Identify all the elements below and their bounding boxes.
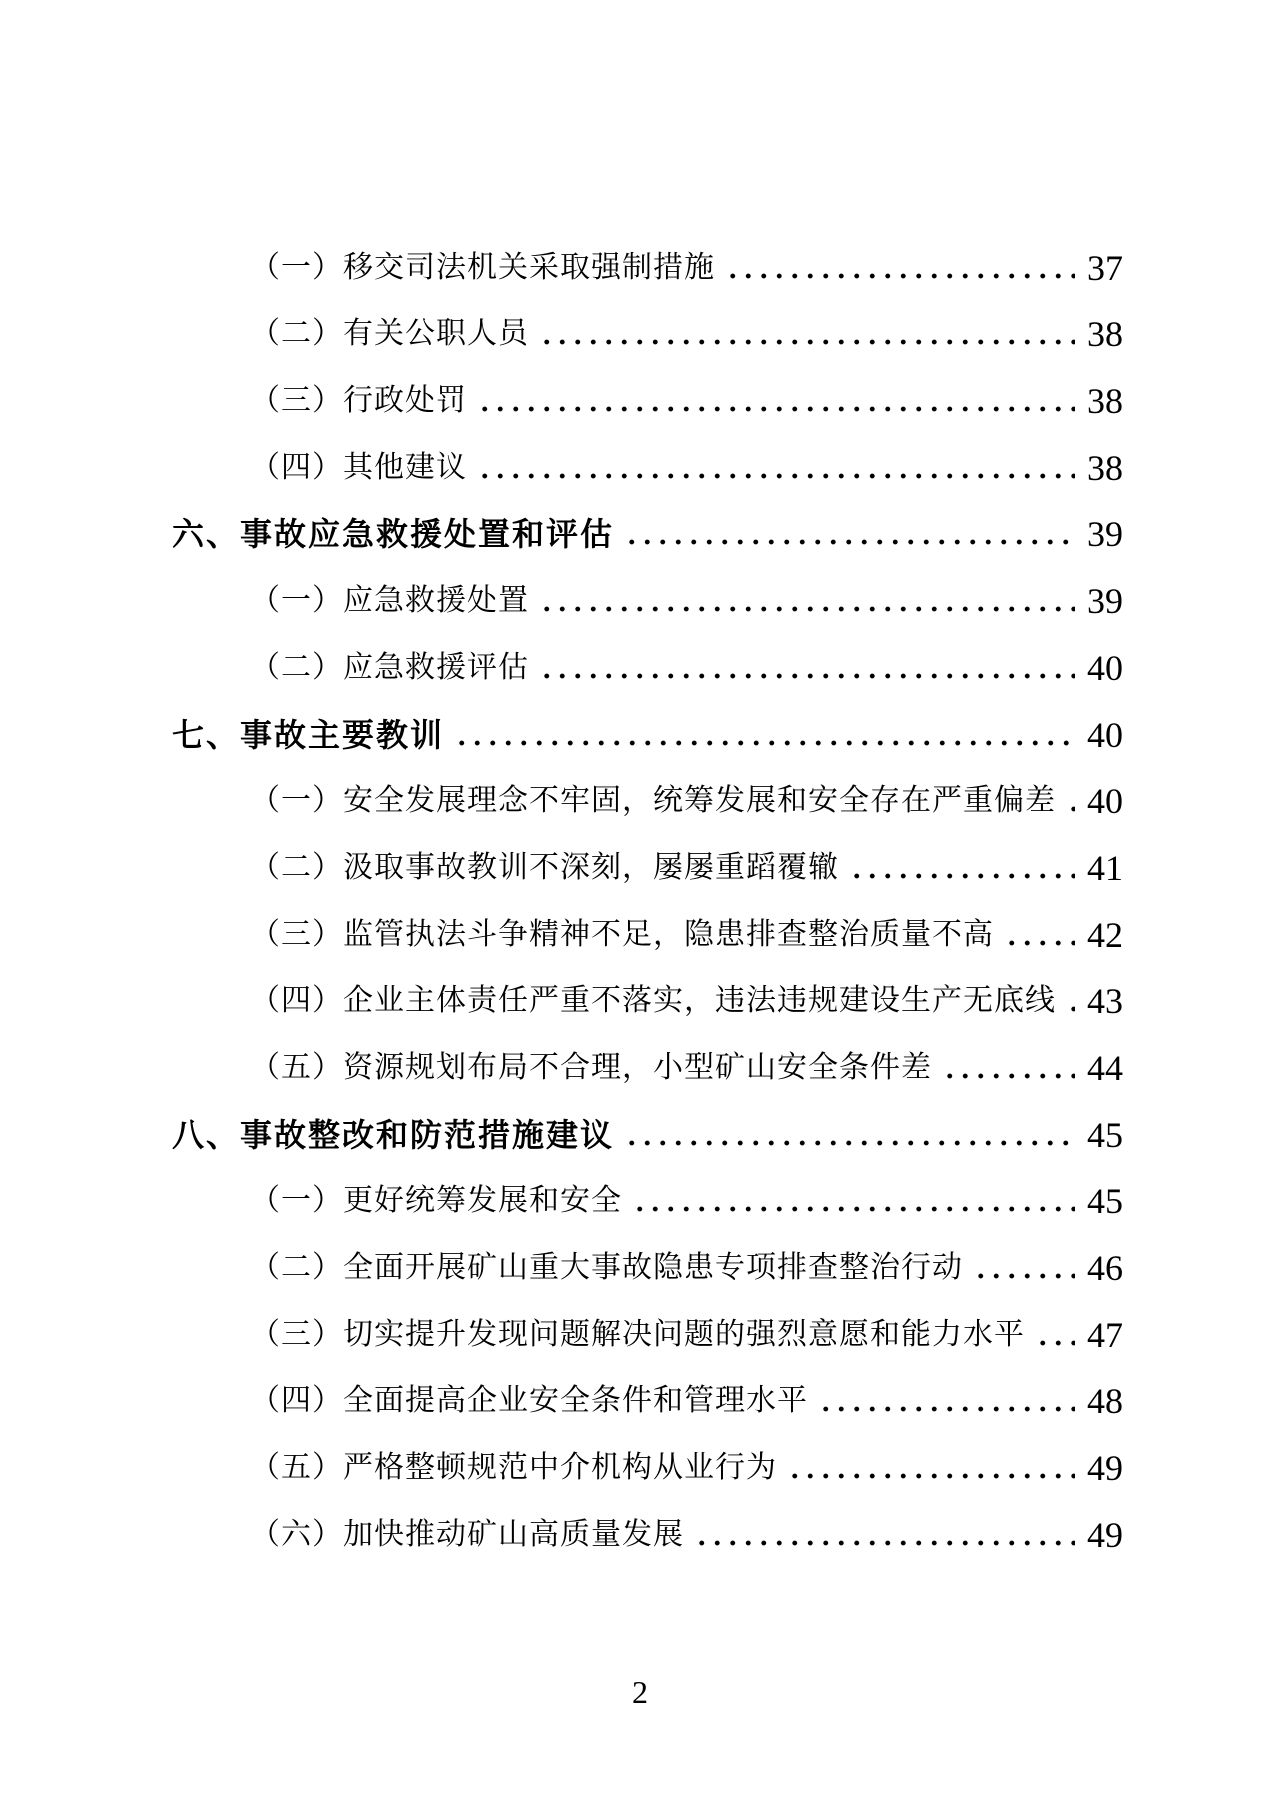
- dot-leader-icon: [725, 273, 1075, 279]
- toc-entry-label: （一）安全发展理念不牢固，统筹发展和安全存在严重偏差: [250, 784, 1056, 818]
- toc-entry-page-number: 49: [1087, 1514, 1123, 1555]
- dot-leader-icon: [1066, 806, 1075, 812]
- toc-entry-page-number: 48: [1087, 1381, 1123, 1422]
- dot-leader-icon: [539, 606, 1075, 612]
- toc-entry[interactable]: [172, 1167, 1123, 1234]
- toc-entry[interactable]: [172, 1300, 1123, 1367]
- dot-leader-icon: [694, 1540, 1075, 1546]
- toc-entry-page-number: 45: [1087, 1181, 1123, 1222]
- toc-entry-page-number: 45: [1087, 1114, 1123, 1155]
- toc-entry-label: （四）企业主体责任严重不落实，违法违规建设生产无底线: [250, 984, 1056, 1018]
- toc-entry-label: （五）严格整顿规范中介机构从业行为: [250, 1451, 777, 1485]
- toc-entry[interactable]: [172, 633, 1123, 700]
- dot-leader-icon: [942, 1073, 1075, 1079]
- toc-entry-page-number: 38: [1087, 314, 1123, 355]
- dot-leader-icon: [849, 873, 1075, 879]
- toc-entry-label: 七、事故主要教训: [172, 716, 445, 753]
- toc-entry-label: （五）资源规划布局不合理，小型矿山安全条件差: [250, 1050, 932, 1084]
- toc-entry[interactable]: [172, 833, 1123, 900]
- page-number: 2: [632, 1674, 648, 1710]
- dot-leader-icon: [454, 740, 1075, 746]
- toc-entry-label: （一）更好统筹发展和安全: [250, 1184, 622, 1218]
- toc-entry-label: （二）汲取事故教训不深刻，屡屡重蹈覆辙: [250, 850, 839, 884]
- dot-leader-icon: [477, 406, 1075, 412]
- dot-leader-icon: [539, 673, 1075, 679]
- dot-leader-icon: [1035, 1340, 1075, 1346]
- toc-entry-page-number: 43: [1087, 981, 1123, 1022]
- toc-list: [172, 233, 1123, 1567]
- toc-entry[interactable]: [172, 233, 1123, 300]
- toc-entry[interactable]: [172, 300, 1123, 367]
- toc-entry-page-number: 47: [1087, 1314, 1123, 1355]
- dot-leader-icon: [1066, 1006, 1075, 1012]
- toc-entry[interactable]: [172, 1100, 1123, 1167]
- toc-entry-label: 八、事故整改和防范措施建议: [172, 1116, 615, 1153]
- toc-entry-page-number: 39: [1087, 514, 1123, 555]
- toc-entry[interactable]: [172, 767, 1123, 834]
- dot-leader-icon: [632, 1206, 1075, 1212]
- toc-entry-page-number: 39: [1087, 581, 1123, 622]
- toc-entry-label: （三）监管执法斗争精神不足，隐患排查整治质量不高: [250, 917, 994, 951]
- toc-entry-page-number: 49: [1087, 1448, 1123, 1489]
- toc-entry[interactable]: [172, 433, 1123, 500]
- dot-leader-icon: [477, 473, 1075, 479]
- toc-entry-page-number: 46: [1087, 1248, 1123, 1288]
- dot-leader-icon: [539, 339, 1075, 345]
- toc-entry[interactable]: [172, 700, 1123, 767]
- toc-entry[interactable]: [172, 1367, 1123, 1434]
- toc-entry[interactable]: [172, 900, 1123, 967]
- toc-entry[interactable]: [172, 967, 1123, 1034]
- toc-entry[interactable]: [172, 366, 1123, 433]
- toc-entry[interactable]: [172, 1433, 1123, 1500]
- toc-entry[interactable]: [172, 1500, 1123, 1567]
- toc-entry-label: （六）加快推动矿山高质量发展: [250, 1517, 684, 1551]
- dot-leader-icon: [973, 1273, 1075, 1279]
- toc-entry-page-number: 40: [1087, 781, 1123, 822]
- toc-entry-label: （三）行政处罚: [250, 384, 467, 418]
- toc-entry-page-number: 44: [1087, 1047, 1123, 1088]
- toc-entry-page-number: 42: [1087, 914, 1123, 955]
- page-number-footer: [0, 1676, 1280, 1708]
- dot-leader-icon: [624, 539, 1075, 545]
- toc-entry-page-number: 38: [1087, 381, 1123, 422]
- toc-entry-label: （三）切实提升发现问题解决问题的强烈意愿和能力水平: [250, 1317, 1025, 1351]
- toc-entry-label: （四）其他建议: [250, 450, 467, 484]
- toc-entry-label: （二）应急救援评估: [250, 650, 529, 684]
- toc-entry-label: （一）移交司法机关采取强制措施: [250, 250, 715, 284]
- toc-entry-label: （四）全面提高企业安全条件和管理水平: [250, 1384, 808, 1418]
- toc-entry-page-number: 37: [1087, 247, 1123, 288]
- toc-entry[interactable]: [172, 1033, 1123, 1100]
- dot-leader-icon: [818, 1406, 1075, 1412]
- dot-leader-icon: [1004, 940, 1075, 946]
- dot-leader-icon: [624, 1140, 1075, 1146]
- toc-entry-page-number: 38: [1087, 447, 1123, 488]
- toc-entry-label: （二）有关公职人员: [250, 317, 529, 351]
- toc-entry-page-number: 40: [1087, 714, 1123, 755]
- toc-entry-label: （一）应急救援处置: [250, 584, 529, 618]
- toc-entry[interactable]: [172, 1233, 1123, 1300]
- dot-leader-icon: [787, 1473, 1075, 1479]
- toc-entry-label: 六、事故应急救援处置和评估: [172, 516, 615, 553]
- toc-entry-page-number: 40: [1087, 647, 1123, 688]
- toc-entry[interactable]: [172, 500, 1123, 567]
- toc-entry[interactable]: [172, 566, 1123, 633]
- toc-entry-page-number: 41: [1087, 847, 1123, 888]
- toc-entry-label: （二）全面开展矿山重大事故隐患专项排查整治行动: [250, 1251, 963, 1284]
